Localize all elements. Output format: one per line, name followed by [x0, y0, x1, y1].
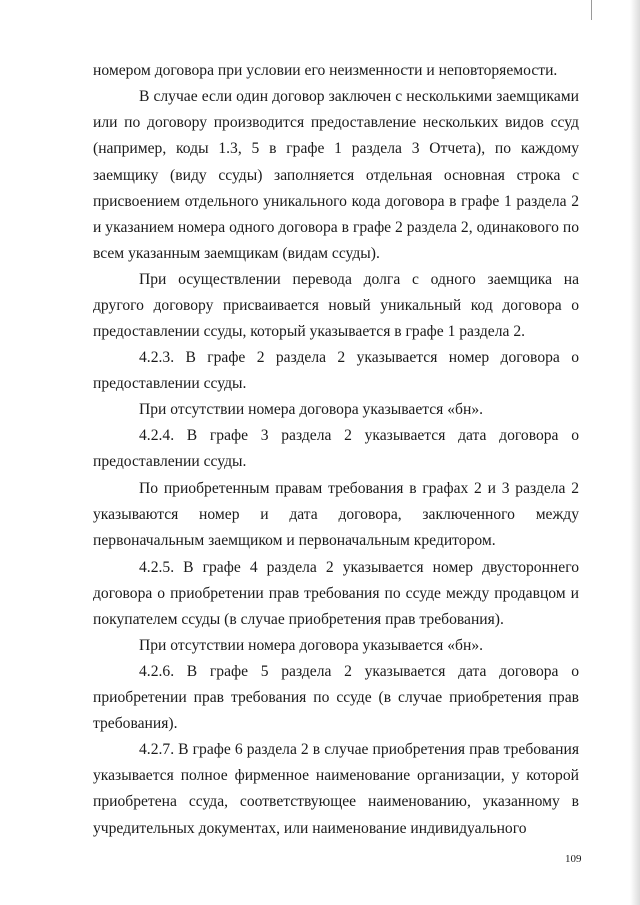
paragraph-4-2-3: 4.2.3. В графе 2 раздела 2 указывается номер договора о предоставлении ссуды.	[93, 349, 579, 393]
page-number: 109	[565, 853, 582, 865]
paragraph-4-2-6: 4.2.6. В графе 5 раздела 2 указывается дата договора о приобретении прав требования по ссуде (в случае приобретения прав требования).	[93, 663, 579, 733]
scan-edge-shadow	[630, 0, 640, 905]
scan-edge-mark	[591, 0, 592, 20]
paragraph-4-2-4: 4.2.4. В графе 3 раздела 2 указывается дата договора о предоставлении ссуды.	[93, 427, 579, 471]
paragraph-no-number-2: При отсутствии номера договора указывается «бн».	[139, 637, 484, 654]
paragraph-4-2-5: 4.2.5. В графе 4 раздела 2 указывается номер двустороннего договора о приобретении прав требования по ссуде между продавцом и покупателем ссуды (в случае приобретения прав требования).	[93, 559, 579, 629]
paragraph-multiple-borrowers: В случае если один договор заключен с несколькими заемщиками или по договору производится предоставление нескольких видов ссуд (например, коды 1.3, 5 в графе 1 раздела 3 Отчета), по каждому заемщику (виду ссуды) заполняется отдельная основная строка с присвоением отдельного уникального кода договора в графе 1 раздела 2 и указанием номера одного договора в графе 2 раздела 2, одинакового по всем указанным заемщикам (видам ссуды).	[93, 88, 579, 263]
paragraph-acquired-rights: По приобретенным правам требования в графах 2 и 3 раздела 2 указываются номер и дата договора, заключенного между первоначальным заемщиком и первоначальным кредитором.	[93, 480, 579, 550]
paragraph-4-2-7: 4.2.7. В графе 6 раздела 2 в случае приобретения прав требования указывается полное фирменное наименование организации, у которой приобретена ссуда, соответствующее наименованию, указанному в учредительных документах, или наименование индивидуального	[93, 741, 579, 837]
paragraph-debt-transfer: При осуществлении перевода долга с одного заемщика на другого договору присваивается новый уникальный код договора о предоставлении ссуды, который указывается в графе 1 раздела 2.	[93, 271, 579, 341]
paragraph-no-number-1: При отсутствии номера договора указывается «бн».	[139, 401, 484, 418]
paragraph-continuation: номером договора при условии его неизменности и неповторяемости.	[93, 62, 558, 79]
